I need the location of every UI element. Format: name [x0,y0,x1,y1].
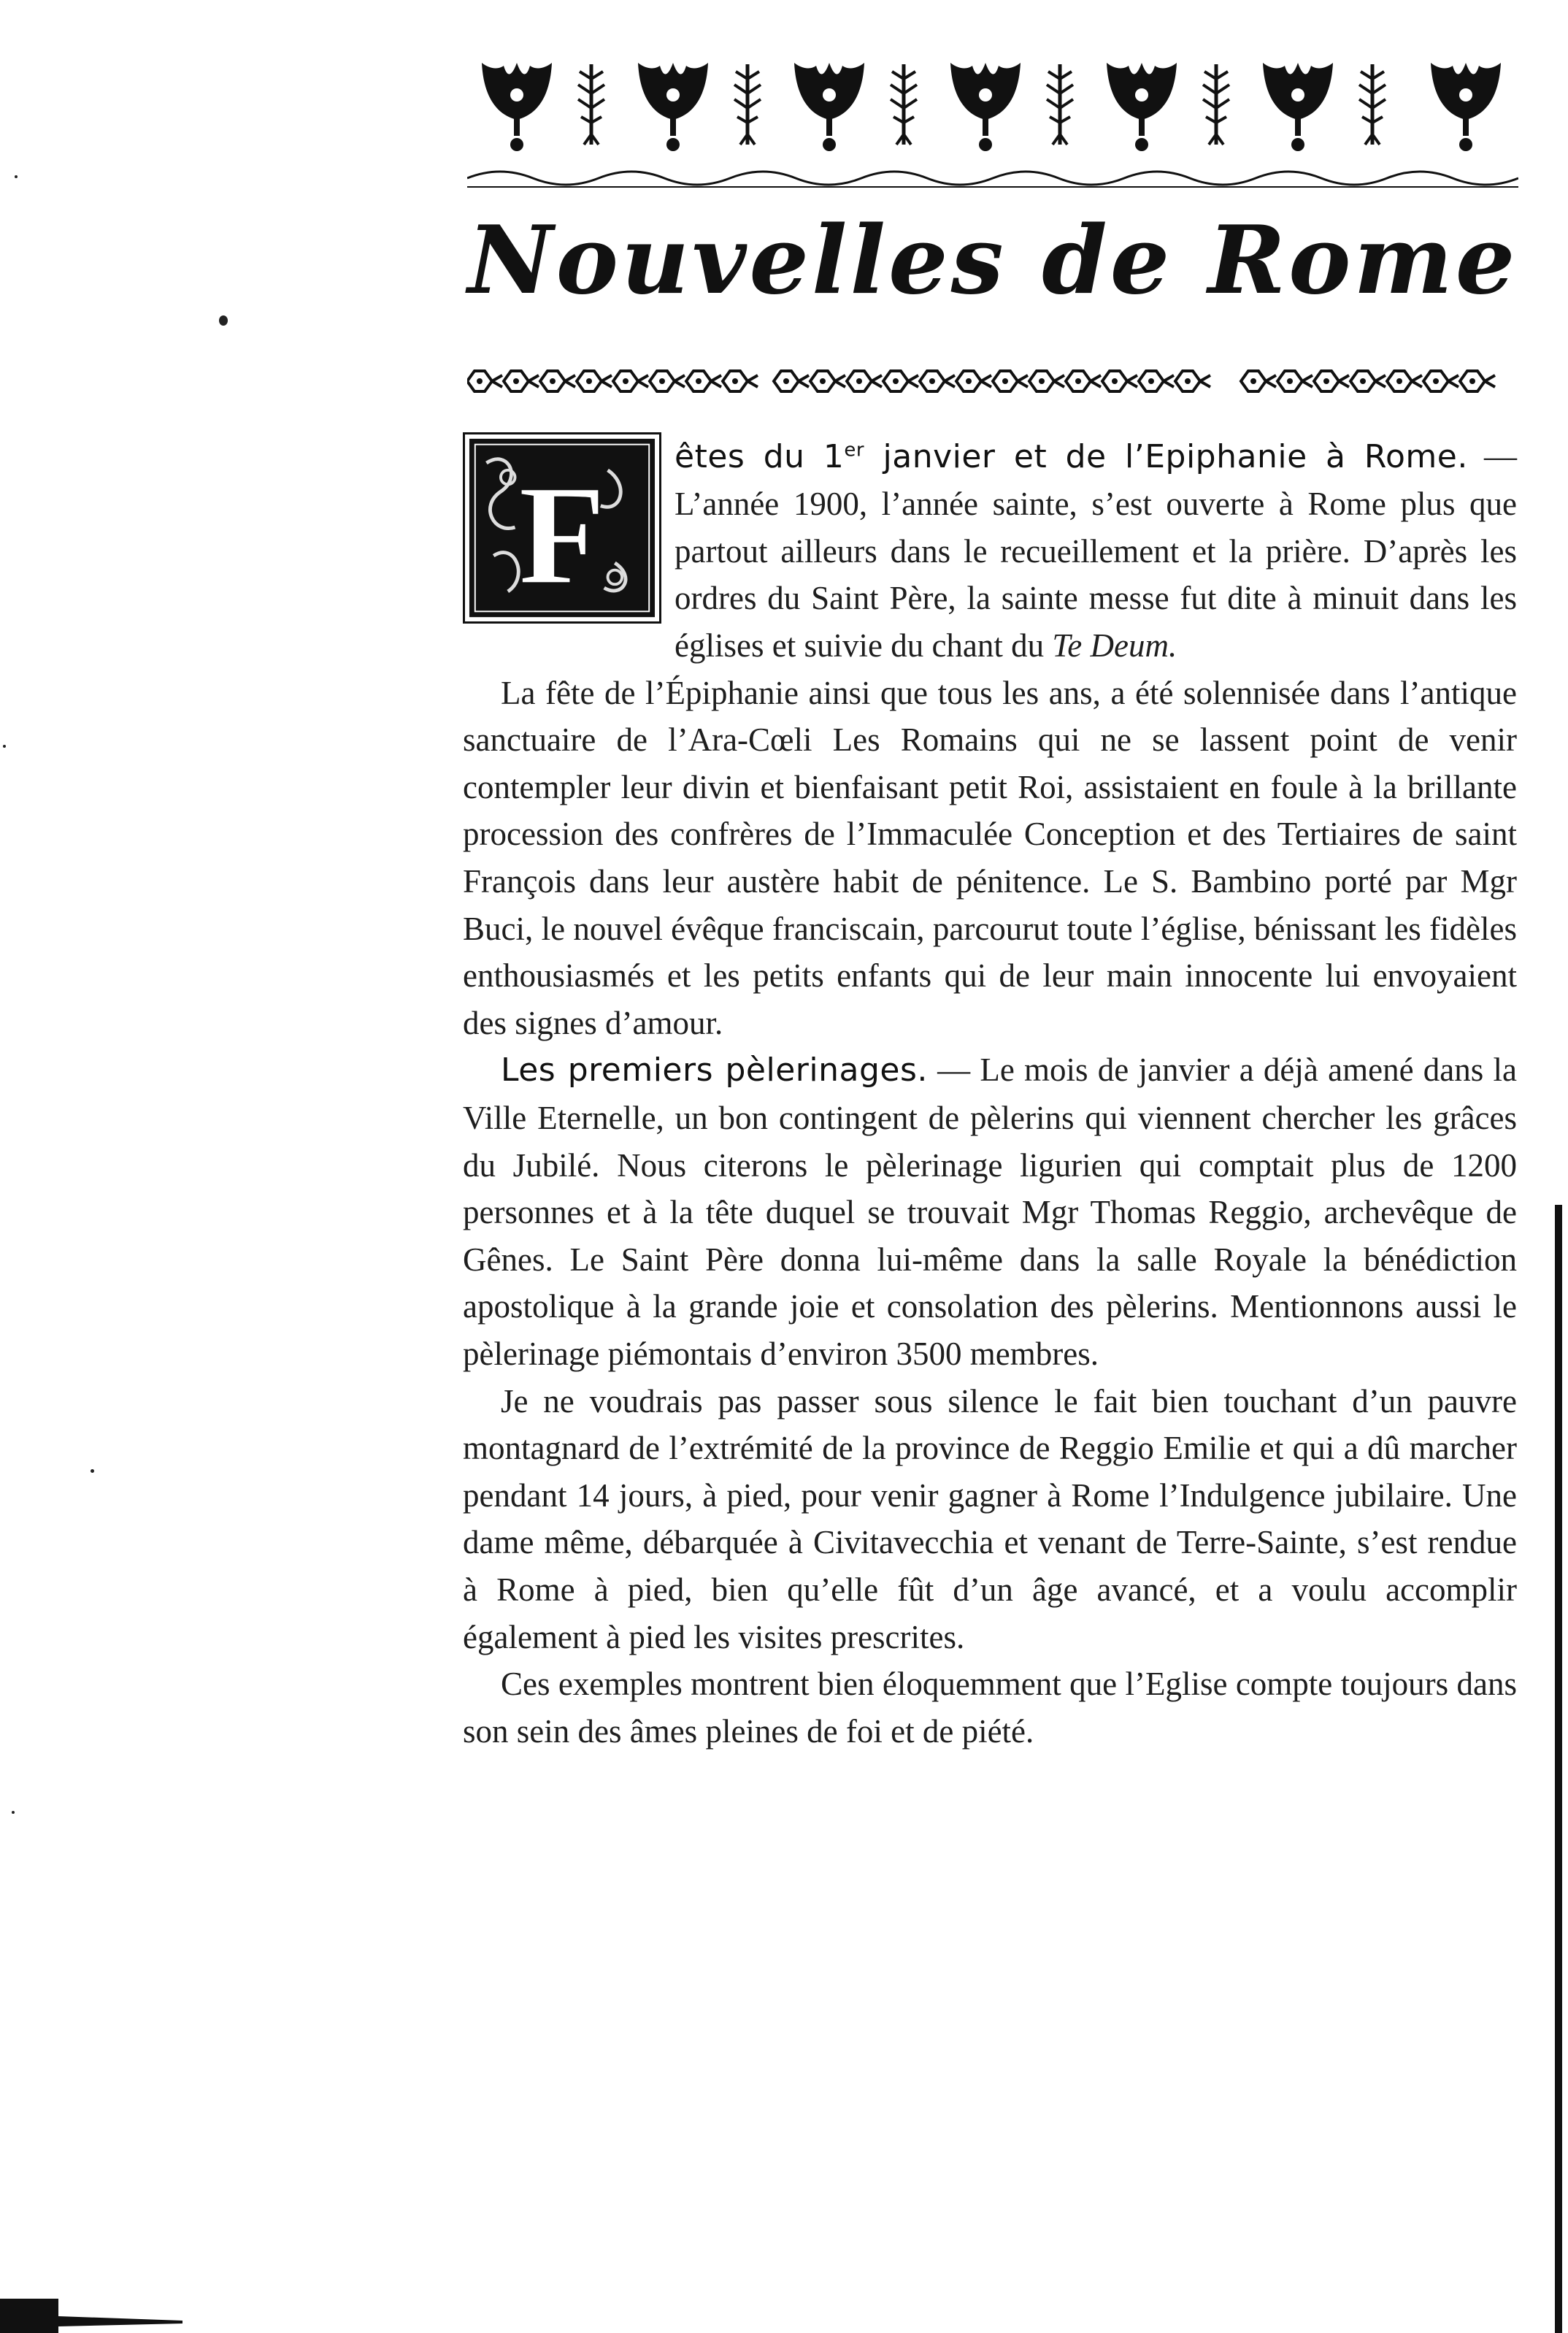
margin-speck [15,175,18,178]
page-edge-shadow [1555,1205,1562,2333]
svg-text:F: F [518,456,606,615]
page-title: Nouvelles de Rome [467,206,1518,315]
margin-speck [91,1469,94,1473]
article-body [463,426,1517,1755]
paragraph-epiphanie: La fête de l’Épiphanie ainsi que tous les ans, a été solennisée dans l’antique sanctuaire de l’Ara-Cœli Les Romains qui ne se lassent point de venir contempler leur divin et bienfaisant petit Roi, assistaient en foule à la brillante procession des confrères de l’Immaculée Conception et des Tertiaires de saint François dans leur austère habit de pénitence. Le S. Bambino porté par Mgr Buci, le nouvel évêque franciscain, parcourut toute l’église, bénissant les fidèles enthousiasmés et les petits enfants qui de leur main innocente lui envoyaient des signes d’amour. [463,674,1517,1041]
header-ornament-band [482,57,1518,159]
corner-scan-mark [0,2299,182,2333]
dropcap-initial [463,432,661,624]
margin-speck [3,745,6,748]
margin-speck [12,1811,15,1814]
paragraph-fetes [463,426,1517,670]
paragraph-montagnard: Je ne voudrais pas passer sous silence le fait bien touchant d’un pauvre montagnard de l’extrémité de la province de Reggio Emilie et qui a dû marcher pendant 14 jours, à pied, pour venir gagner à Rome l’Indulgence jubilaire. Une dame même, débarquée à Civitavecchia et venant de Terre-Sainte, s’est rendue à Rome à pied, bien qu’elle fût d’un âge avancé, et a voulu accomplir également à pied les visites prescrites. [463,1382,1517,1655]
te-deum-italic: Te Deum. [1052,627,1177,664]
margin-speck [219,315,228,326]
paragraph-fetes-text: — L’année 1900, l’année sainte, s’est ouverte à Rome plus que partout ailleurs dans le recueillement et la prière. D’après les ordres du Saint Père, la sainte messe fut dite à minuit dans les églises et suivie du chant du [675,437,1518,664]
ornamental-divider [467,361,1518,402]
header-wave-rule [467,162,1518,191]
paragraph-pelerinages [463,1046,1517,1377]
lead-heading-fetes: êtes du 1er janvier et de l’Epiphanie à Rome. [675,437,1468,475]
paragraph-exemples: Ces exemples montrent bien éloquemment que l’Eglise compte toujours dans son sein des âmes pleines de foi et de piété. [463,1666,1517,1750]
paragraph-pelerinages-text: — Le mois de janvier a déjà amené dans la Ville Eternelle, un bon contingent de pèlerins qui viennent chercher les grâces du Jubilé. Nous citerons le pèlerinage ligurien qui comptait plus de 1200 personnes et à la tête duquel se trouvait Mgr Thomas Reggio, archevêque de Gênes. Le Saint Père donna lui-même dans la salle Royale la bénédiction apostolique à la grande joie et consolation des pèlerins. Mentionnons aussi le pèlerinage piémontais d’environ 3500 membres. [463,1051,1517,1372]
lead-heading-pelerinages: Les premiers pèlerinages. [501,1051,928,1089]
